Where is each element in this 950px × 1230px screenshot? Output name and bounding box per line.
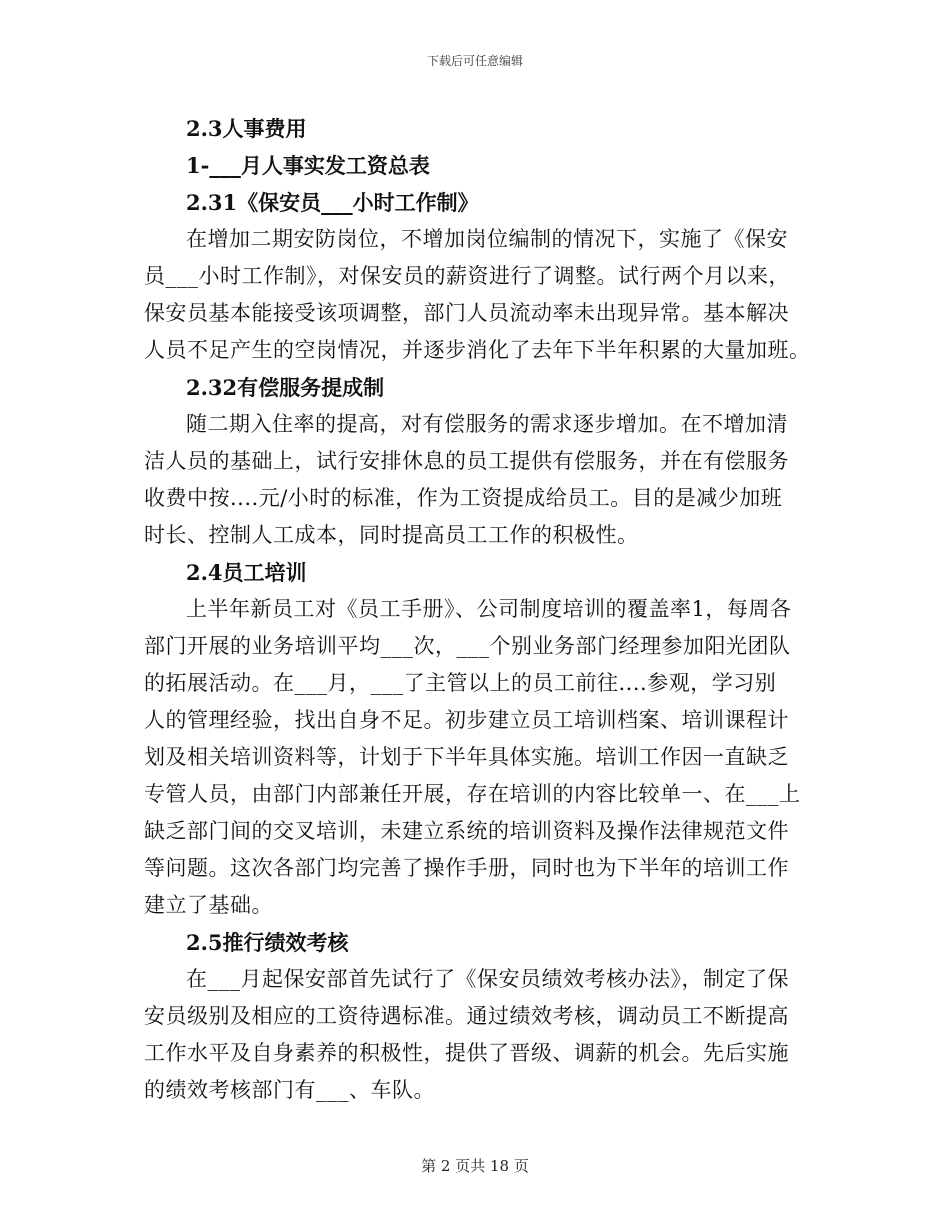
section-heading-2-4: 2.4员工培训 [186, 560, 307, 585]
paragraph-line: 时长、控制人工成本，同时提高员工工作的积极性。 [144, 523, 639, 547]
document-body [144, 110, 811, 1109]
paragraph-2-32 [144, 406, 808, 554]
paragraph-line: 建立了基础。 [144, 893, 273, 917]
paragraph-line: 上半年新员工对《员工手册》、公司制度培训的覆盖率1，每周各 [186, 597, 792, 621]
paragraph-line: 在___月起保安部首先试行了《保安员绩效考核办法》，制定了保 [186, 967, 789, 991]
paragraph-line: 人的管理经验，找出自身不足。初步建立员工培训档案、培训课程计 [144, 708, 789, 732]
paragraph-line: 洁人员的基础上，试行安排休息的员工提供有偿服务，并在有偿服务 [144, 449, 789, 473]
paragraph-line: 员___小时工作制》，对保安员的薪资进行了调整。试行两个月以来， [144, 264, 790, 288]
paragraph-2-5 [144, 961, 808, 1109]
paragraph-line: 在增加二期安防岗位，不增加岗位编制的情况下，实施了《保安 [186, 227, 788, 251]
table-title-heading: 1-___月人事实发工资总表 [186, 153, 430, 178]
section-heading-2-5: 2.5推行绩效考核 [186, 930, 349, 955]
paragraph-line: 的绩效考核部门有___、车队。 [144, 1078, 435, 1102]
paragraph-2-31 [144, 221, 811, 369]
paragraph-line: 等问题。这次各部门均完善了操作手册，同时也为下半年的培训工作 [144, 856, 789, 880]
paragraph-line: 随二期入住率的提高，对有偿服务的需求逐步增加。在不增加清 [186, 412, 788, 436]
paragraph-line: 保安员基本能接受该项调整，部门人员流动率未出现异常。基本解决 [144, 301, 789, 325]
paragraph-line: 收费中按....元/小时的标准，作为工资提成给员工。目的是减少加班 [144, 486, 783, 510]
section-heading-2-31: 2.31《保安员___小时工作制》 [186, 190, 479, 215]
paragraph-line: 划及相关培训资料等，计划于下半年具体实施。培训工作因一直缺乏 [144, 745, 789, 769]
paragraph-2-4 [144, 591, 808, 924]
paragraph-line: 部门开展的业务培训平均___次，___个别业务部门经理参加阳光团队 [144, 634, 791, 658]
paragraph-line: 安员级别及相应的工资待遇标准。通过绩效考核，调动员工不断提高 [144, 1004, 789, 1028]
paragraph-line: 的拓展活动。在___月，___了主管以上的员工前往....参观，学习别 [144, 671, 777, 695]
page-footer: 第 2 页共 18 页 [421, 1157, 529, 1175]
paragraph-line: 人员不足产生的空岗情况，并逐步消化了去年下半年积累的大量加班。 [144, 338, 811, 362]
section-heading-2-32: 2.32有偿服务提成制 [186, 375, 385, 400]
page-header: 下载后可任意编辑 [426, 54, 523, 68]
paragraph-line: 缺乏部门间的交叉培训，未建立系统的培训资料及操作法律规范文件 [144, 819, 789, 843]
section-heading-2-3: 2.3人事费用 [186, 116, 307, 141]
paragraph-line: 专管人员，由部门内部兼任开展，存在培训的内容比较单一、在___上 [144, 782, 801, 806]
paragraph-line: 工作水平及自身素养的积极性，提供了晋级、调薪的机会。先后实施 [144, 1041, 789, 1065]
